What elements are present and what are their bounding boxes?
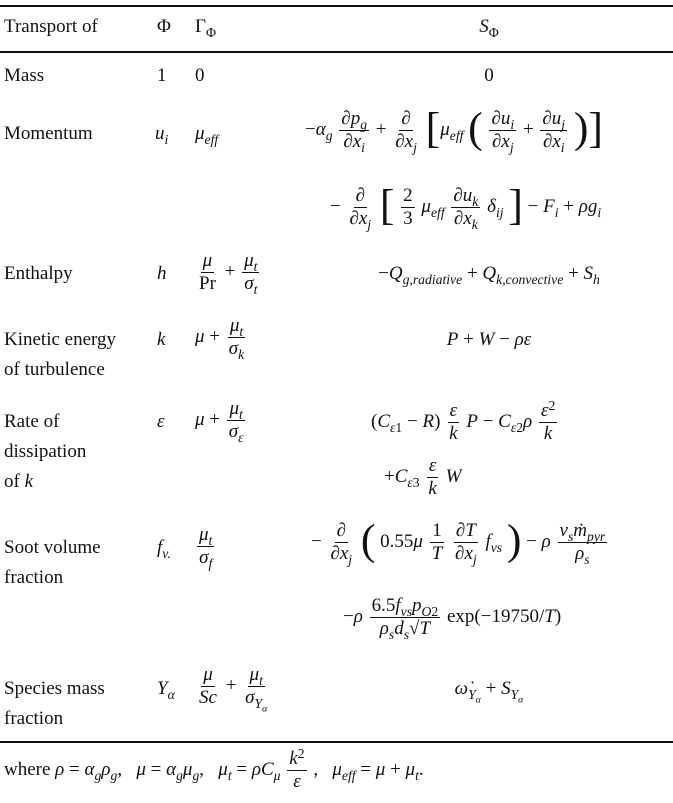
row-label-tke-line2: of turbulence [4, 359, 105, 380]
momentum-phi: $u_i$ [155, 123, 169, 147]
eps-source-line2: $+C_{\varepsilon 3}$ $\frac{\varepsilon}{k}$ W [384, 455, 462, 499]
eps-source-line1: $(C_{\varepsilon 1} - R)$ $\frac{\varepsilon}{k}$ $P - C_{\varepsilon 2}\rho$ $\frac{\varepsilon^2}{k}$ [371, 397, 556, 444]
row-label-eps-line1: Rate of [4, 411, 60, 432]
tke-gamma: μ + $\frac{\mu_t}{\sigma_k}$ [195, 315, 245, 362]
soot-phi: $f_{v.}$ [157, 537, 171, 561]
soot-source-line1: − $\frac{\partial}{\partial x_j}$ ( 0.55μ $\frac{1}{T}$ $\frac{\partial T}{\partial x_j}$ $f_{vs}$ ) − ρ $\frac{v_sṁ_{pyr}}{\rho_s}$ [311, 516, 606, 567]
header-phi: Φ [157, 16, 171, 37]
momentum-source-line2: − $\frac{\partial}{\partial x_j}$ [ $\frac{2}{3}$ $\mu_{eff}$ $\frac{\partial u_k}{\partial x_k}$ $\delta_{ij}$ ] − $F_i + \rho g_i$ [330, 181, 602, 232]
table-top-rule [0, 5, 673, 7]
enthalpy-phi: h [157, 263, 167, 284]
row-label-eps-line3: of k [4, 471, 34, 492]
mass-gamma: 0 [195, 65, 205, 86]
eps-gamma: μ + $\frac{\mu_t}{\sigma_\varepsilon}$ [195, 398, 244, 445]
header-gamma: $\Gamma_\Phi$ [195, 16, 216, 40]
momentum-gamma: $\mu_{eff}$ [195, 123, 219, 147]
row-label-soot-line2: fraction [4, 567, 64, 588]
row-label-eps-line2: dissipation [4, 441, 87, 462]
enthalpy-gamma: $\frac{\mu}{Pr}$ + $\frac{\mu_t}{\sigma_t}$ [199, 250, 258, 297]
row-label-momentum: Momentum [4, 123, 93, 144]
header-source: $S_\Phi$ [479, 16, 499, 40]
row-label-species-line2: fraction [4, 708, 64, 729]
row-label-enthalpy: Enthalpy [4, 263, 73, 284]
header-rule [0, 51, 673, 53]
tke-source: P + W − ρε [446, 329, 532, 350]
soot-source-line2: −ρ $\frac{6.5f_{vs}p_{O2}}{\rho_sd_s√T}$ exp(−19750/T) [343, 595, 562, 642]
row-label-soot-line1: Soot volume [4, 537, 101, 558]
row-label-tke-line1: Kinetic energy [4, 329, 117, 350]
tke-phi: k [157, 329, 166, 350]
momentum-source-line1: $-\alpha_g$ $\frac{\partial p_g}{\partial x_i}$ + $\frac{\partial}{\partial x_j}$ [$\mu_{eff}$ ( $\frac{\partial u_i}{\partial x_j}$ + $\frac{\partial u_j}{\partial x_i}$ )] [305, 104, 603, 155]
row-label-species-line1: Species mass [4, 678, 105, 699]
species-phi: $Y_\alpha$ [157, 678, 175, 702]
mass-phi: 1 [157, 65, 167, 86]
table-bottom-rule [0, 741, 673, 743]
eps-phi: ε [157, 411, 165, 432]
soot-gamma: $\frac{\mu_t}{\sigma_f}$ [199, 524, 213, 571]
enthalpy-source: $-Q_{g,radiative} + Q_{k,convective} + S_h$ [378, 263, 600, 287]
mass-source: 0 [484, 65, 494, 86]
footnote: where $\rho = \alpha_g\rho_g$, $\mu = \alpha_g\mu_g$, $\mu_t = \rho C_\mu$ $\frac{k^2}{\varepsilon}$ , $\mu_{eff} = \mu + \mu_t$. [4, 745, 424, 792]
species-gamma: $\frac{\mu}{Sc}$ + $\frac{\mu_t}{\sigma_{Y_\alpha}}$ [199, 664, 268, 715]
species-source: $\omegȧ_{Y_\alpha} + S_{Y_\alpha}$ [454, 678, 524, 706]
row-label-mass: Mass [4, 65, 45, 86]
header-transport: Transport of [4, 16, 98, 37]
